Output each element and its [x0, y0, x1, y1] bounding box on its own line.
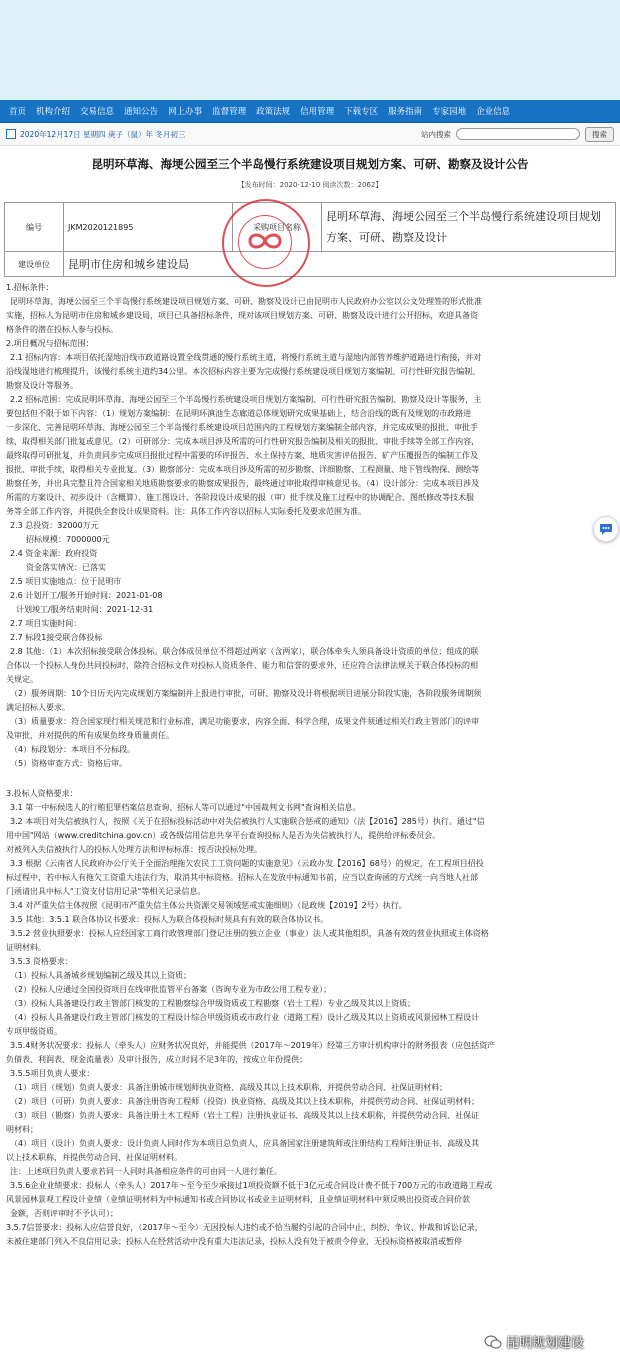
watermark — [484, 1332, 584, 1351]
text-line: 3.1 第一中标候选人的行贿犯罪档案信息查询、招标人等可以通过"中国裁判文书网"查询相关信息。 — [10, 803, 361, 812]
date-text: 2020年12月17日 星期四 庚子（鼠）年 冬月初三 — [20, 129, 186, 139]
text-line: 2.7 标段1接受联合体投标 — [10, 633, 103, 642]
text-line: 3.2 本项目对失信被执行人，按照《关于在招标投标活动中对失信被执行人实施联合惩戒的通知》（法【2016】285号）执行。通过"信 — [10, 817, 485, 826]
text-line: 2.6 计划开工/服务开始时间：2021-01-08 — [10, 591, 163, 600]
status-bar — [0, 123, 620, 146]
text-line: 未被住建部门列入不良信用记录；投标人在经营活动中没有重大违法记录，投标人没有处于被责令停业，无投标资格被取消或暂停 — [6, 1237, 462, 1246]
text-line: （1）投标人具备城乡规划编制乙级及其以上资质； — [10, 971, 192, 980]
text-line: 2.3 总投资：32000万元 — [10, 521, 99, 530]
text-line: 风景园林景观工程设计业绩（业绩证明材料为中标通知书或合同协议书或业主证明材料，且业绩证明材料中须反映出投资或合同价款 — [6, 1195, 470, 1204]
text-line: （1）项目（规划）负责人要求：具备注册城市规划师执业资格、高级及其以上技术职称，并提供劳动合同、社保证明材料； — [10, 1083, 448, 1092]
text-line: 沿线湿地进行梳理提升，该慢行系统主道约34公里。本次招标内容主要为完成慢行系统建设项目规划方案编制、可行性研究报告编制、 — [6, 367, 481, 376]
text-line: （4）项目（设计）负责人要求：设计负责人同时作为本项目总负责人，应具备国家注册建筑师或注册结构工程师注册证书、高级及其 — [10, 1139, 480, 1148]
text-line: 3.5.4财务状况要求：投标人（牵头人）应财务状况良好，并能提供（2017年～2019年）经第三方审计机构审计的财务报表（应包括资产 — [10, 1041, 496, 1050]
wechat-icon — [484, 1335, 502, 1349]
search-label: 站内搜索 — [421, 129, 451, 139]
text-line: 最终取得可研批复，并负责同步完成项目报批过程中需要的环评报告、水土保持方案、地质灾害评估报告、矿产压覆报告的编制工作及 — [6, 451, 478, 460]
text-line: （4）标段划分：本项目不分标段。 — [10, 745, 136, 754]
nav-item[interactable]: 网上办事 — [168, 107, 203, 117]
text-line: （3）质量要求：符合国家现行相关规范和行业标准，满足功能要求，内容全面、科学合理，成果文件须通过相关行政主管部门的评审 — [10, 717, 480, 726]
official-seal-icon — [222, 199, 310, 287]
text-line: （3）项目（勘察）负责人要求：具备注册土木工程师（岩土工程）注册执业证书、高级及其以上技术职称，并提供劳动合同、社保证 — [10, 1111, 480, 1120]
text-line: 以上技术职称，并提供劳动合同、社保证明材料。 — [6, 1153, 182, 1162]
text-line: （4）投标人具备建设行政主管部门核发的工程设计综合甲级资质或市政行业（道路工程）设计乙级及其以上资质或风景园林工程设计 — [10, 1013, 480, 1022]
text-line: 专项甲级资质。 — [6, 1027, 62, 1036]
text-line: 标过程中，若中标人有拖欠工资重大违法行为，取消其中标资格。招标人在发放中标通知书前，应当以查询函的方式统一向当地人社部 — [6, 873, 478, 882]
page-title: 昆明环草海、海埂公园至三个半岛慢行系统建设项目规划方案、可研、勘察及设计公告 — [91, 157, 529, 171]
text-line: 务等全部工作内容，并提供全套设计成果资料。注：具体工作内容以招标人实际委托及要求范围为准。 — [6, 507, 366, 516]
project-name: 昆明环草海、海埂公园至三个半岛慢行系统建设项目规划方案、可研、勘察及设计 — [322, 203, 616, 252]
nav-item[interactable]: 首页 — [9, 107, 27, 117]
nav-item[interactable]: 监督管理 — [212, 107, 247, 117]
unit-label: 建设单位 — [5, 252, 64, 277]
text-line: 2.2 招标范围：完成昆明环草海、海埂公园至三个半岛慢行系统建设项目规划方案编制、可行性研究报告编制、勘察及设计等服务，主 — [10, 395, 482, 404]
text-line: 格条件的潜在投标人参与投标。 — [6, 325, 118, 334]
text-line: 3.5.7信誉要求：投标人应信誉良好，（2017年～至今）无因投标人违约或不恰当履约引起的合同中止、纠纷、争议、仲裁和诉讼记录， — [6, 1223, 483, 1232]
text-line: 3.5 其他：3.5.1 联合体协议书要求：投标人为联合体投标时须具有有效的联合体协议书。 — [10, 915, 329, 924]
text-line: 昆明环草海、海埂公园至三个半岛慢行系统建设项目规划方案、可研、勘察及设计已由昆明市人民政府办公室以公文处理签的形式批准 — [10, 297, 482, 306]
text-line: 1.招标条件： — [6, 283, 54, 292]
text-line: 3.5.5项目负责人要求： — [10, 1069, 95, 1078]
text-line: 注：上述项目负责人要求若同一人同时具备相应条件的可由同一人进行兼任。 — [10, 1167, 282, 1176]
code-label: 编号 — [5, 203, 64, 252]
text-line: （5）资格审查方式：资格后审。 — [10, 759, 128, 768]
text-line: 明材料； — [6, 1125, 38, 1134]
text-line: （2）投标人应通过全国投资项目在线审批监管平台备案（咨询专业为市政公用工程专业）； — [10, 985, 332, 994]
text-line: 对被列入失信被执行人的投标人处理方法和评标标准：按否决投标处理。 — [6, 845, 262, 854]
text-line: 资金落实情况：已落实 — [26, 563, 106, 572]
text-line: 3.投标人资格要求： — [6, 789, 78, 798]
nav-item[interactable]: 机构介绍 — [36, 107, 71, 117]
text-line: 2.4 资金来源：政府投资 — [10, 549, 98, 558]
calendar-icon — [6, 129, 16, 139]
text-line: 要包括但不限于如下内容：（1）规划方案编制：在昆明环滇池生态廊道总体规划研究成果基础上，结合沿线的既有及规划的市政路进 — [6, 409, 472, 418]
main-nav — [0, 100, 620, 123]
nav-item[interactable]: 政策法规 — [256, 107, 291, 117]
text-line: 负债表、利润表、现金流量表）及审计报告，成立时间不足3年的，按成立年份提供； — [6, 1055, 308, 1064]
text-line: 招标规模：7000000元 — [26, 535, 110, 544]
watermark-text: 昆明规划建设 — [506, 1336, 585, 1351]
text-line: 2.1 招标内容：本项目依托湿地沿线市政道路设置全线贯通的慢行系统主道，将慢行系统主道与湿地内部管养维护道路进行衔接，并对 — [10, 353, 482, 362]
search-button[interactable]: 搜索 — [585, 127, 614, 142]
announcement-body — [0, 281, 620, 1249]
text-line: 实施，招标人为昆明市住房和城乡建设局，项目已具备招标条件，现对该项目规划方案、可研、勘察及设计进行公开招标，欢迎具备资 — [6, 311, 478, 320]
text-line: （2）服务周期：10个日历天内完成规划方案编制并上报进行审批，可研、勘察及设计将根据项目进展分阶段实施，各阶段服务周期须 — [10, 689, 482, 698]
nav-item[interactable]: 服务指南 — [388, 107, 423, 117]
nav-item[interactable]: 专家园地 — [432, 107, 467, 117]
text-line: 合体以一个投标人身份共同投标时，除符合招标文件对投标人资质条件、能力和信誉的要求外，还应符合法律法规关于联合体投标的相 — [6, 661, 478, 670]
text-line: 报批、审批手续，取得相关专业批复。（3）勘察部分：完成本项目涉及所需的初步勘察、详细勘察、工程测量、地下管线物探、测绘等 — [6, 465, 480, 474]
search-input[interactable] — [456, 128, 580, 140]
text-line: 3.5.6企业业绩要求：投标人（牵头人）2017年～至今至少承接过1项投资额不低于3亿元或合同设计费不低于700万元的市政道路工程或 — [10, 1181, 493, 1190]
info-table — [4, 202, 616, 277]
code-value: JKM2020121895 — [64, 203, 233, 252]
text-line: 2.5 项目实施地点：位于昆明市 — [10, 577, 122, 586]
name-label: 采购项目名称 — [233, 203, 322, 252]
text-line: 3.5.2 营业执照要求：投标人应经国家工商行政管理部门登记注册的独立企业（事业）法人或其他组织，具备有效的营业执照或主体资格 — [10, 929, 489, 938]
text-line: 续，取得相关部门批复或意见。（2）可研部分：完成本项目涉及所需的可行性研究报告编制及相关的报批、审批手续等全部工作内容， — [6, 437, 480, 446]
text-line: 门函请出具中标人"工资支付信用记录"等相关记录信息。 — [6, 887, 206, 896]
text-line: （2）项目（可研）负责人要求：具备注册咨询工程师（投资）执业资格、高级及其以上技术职称，并提供劳动合同、社保证明材料； — [10, 1097, 480, 1106]
top-banner — [0, 0, 620, 100]
nav-item[interactable]: 信用管理 — [300, 107, 335, 117]
nav-item[interactable]: 下载专区 — [344, 107, 379, 117]
text-line: 满足招标人要求。 — [6, 703, 70, 712]
text-line: 2.8 其他：（1）本次招标接受联合体投标。联合体成员单位不得超过两家（含两家），联合体牵头人须具备设计资质的单位；组成的联 — [10, 647, 479, 656]
text-line: 勘察及设计等服务。 — [6, 381, 78, 390]
nav-item[interactable]: 交易信息 — [80, 107, 115, 117]
publish-meta: 【发布时间：2020-12-10 阅读次数：2062】 — [237, 181, 383, 189]
text-line: 2.7 项目实施时间： — [10, 619, 82, 628]
nav-item[interactable]: 企业信息 — [476, 107, 511, 117]
text-line: 3.3 根据《云南省人民政府办公厅关于全面治理拖欠农民工工资问题的实施意见》（云政办发【2016】68号）的规定，在工程项目招投 — [10, 859, 484, 868]
text-line: 所需的方案设计、初步设计（含概算）、施工图设计、各阶段设计成果的报（审）批手续及施工过程中的协调配合、图纸修改等技术服 — [6, 493, 474, 502]
text-line: 金额，否则评审时不予认可）； — [10, 1209, 118, 1218]
unit-value: 昆明市住房和城乡建设局 — [64, 252, 616, 277]
text-line: 2.项目概况与招标范围： — [6, 339, 94, 348]
text-line: 及审批，并对提供的所有成果负终身质量责任。 — [6, 731, 174, 740]
text-line: 关规定。 — [6, 675, 38, 684]
text-line: 用中国"网站（www.creditchina.gov.cn）或各级信用信息共享平台查询投标人是否为失信被执行人，提供给评标委员会。 — [6, 831, 441, 840]
text-line: 一步深化、完善昆明环草海、海埂公园至三个半岛慢行系统建设项目范围内的工程规划方案编制全部内容，并完成成果的报批、审批手 — [6, 423, 478, 432]
text-line: 计划竣工/服务结束时间：2021-12-31 — [16, 605, 154, 614]
nav-item[interactable]: 通知公告 — [124, 107, 159, 117]
chat-bubble-icon[interactable] — [593, 516, 619, 542]
text-line: 勘察任务，并出具完整且符合国家相关地质勘察要求的勘察成果报告，最终通过审批取得审核意见书。（4）设计部分：完成本项目涉及 — [6, 479, 480, 488]
text-line: 3.5.3 资格要求： — [10, 957, 73, 966]
text-line: 证明材料。 — [6, 943, 46, 952]
text-line: （3）投标人具备建设行政主管部门核发的工程勘察综合甲级资质或工程勘察（岩土工程）专业乙级及其以上资质； — [10, 999, 416, 1008]
text-line: 3.4 对严重失信主体按照《昆明市严重失信主体公共资源交易领域惩戒实施细则》（昆政规【2019】2号）执行。 — [10, 901, 407, 910]
